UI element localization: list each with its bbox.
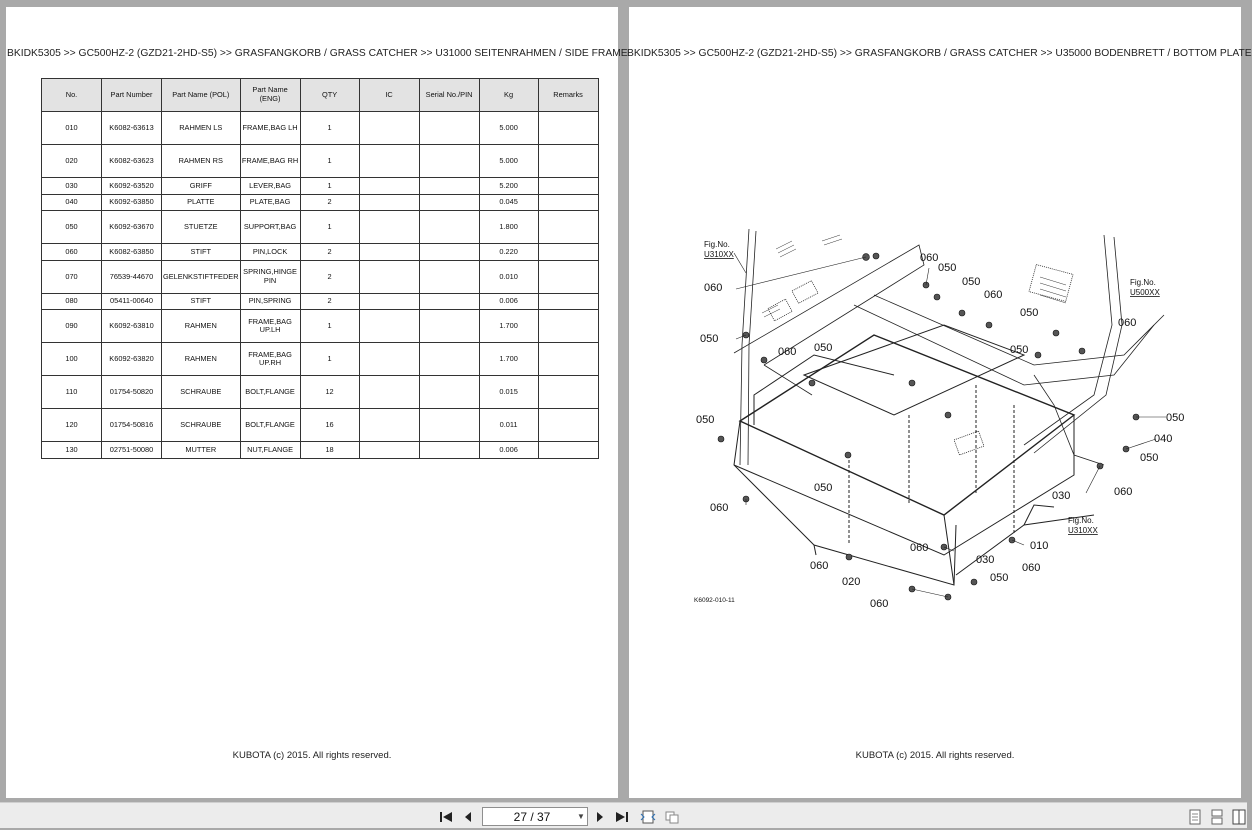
cell-qty: 1 [300, 211, 359, 244]
callout-060: 060 [810, 560, 829, 572]
callout-050: 050 [938, 262, 957, 274]
fit-width-button[interactable] [664, 809, 680, 825]
cell-remarks [538, 145, 598, 178]
table-row [42, 112, 599, 145]
cell-part-name-eng: PIN,SPRING [240, 293, 300, 310]
cell-kg: 1.700 [479, 310, 538, 343]
cell-no: 110 [42, 376, 102, 409]
cell-serial [419, 409, 479, 442]
callout-050: 050 [814, 482, 833, 494]
callout-020: 020 [842, 576, 861, 588]
table-row [42, 409, 599, 442]
cell-serial [419, 310, 479, 343]
single-page-view-button[interactable] [1188, 809, 1202, 825]
cell-no: 120 [42, 409, 102, 442]
cell-part-number: K6092-63520 [102, 178, 162, 195]
cell-remarks [538, 376, 598, 409]
cell-part-name-pol: PLATTE [162, 194, 241, 211]
table-row [42, 178, 599, 195]
cell-ic [359, 310, 419, 343]
cell-ic [359, 112, 419, 145]
first-page-icon [439, 811, 453, 823]
cell-kg: 5.000 [479, 112, 538, 145]
last-page-button[interactable] [614, 809, 630, 825]
cell-serial [419, 260, 479, 293]
vent-grille-drawing [762, 235, 1066, 317]
cell-remarks [538, 442, 598, 459]
cell-serial [419, 343, 479, 376]
callout-040: 040 [1154, 433, 1173, 445]
cell-kg: 0.010 [479, 260, 538, 293]
callout-030: 030 [1052, 490, 1071, 502]
cell-part-name-eng: LEVER,BAG [240, 178, 300, 195]
cell-no: 010 [42, 112, 102, 145]
header-kg: Kg [479, 79, 538, 112]
callout-060: 060 [870, 598, 889, 610]
cell-qty: 18 [300, 442, 359, 459]
cell-part-number: K6082-63850 [102, 244, 162, 261]
cell-qty: 1 [300, 145, 359, 178]
next-page-icon [595, 811, 605, 823]
cell-kg: 0.006 [479, 442, 538, 459]
cell-no: 060 [42, 244, 102, 261]
fit-width-icon [664, 809, 680, 825]
cell-part-name-pol: SCHRAUBE [162, 409, 241, 442]
cell-kg: 0.011 [479, 409, 538, 442]
cell-ic [359, 211, 419, 244]
cell-remarks [538, 211, 598, 244]
header-qty: QTY [300, 79, 359, 112]
callout-060: 060 [1118, 317, 1137, 329]
header-serial: Serial No./PIN [419, 79, 479, 112]
cell-part-number: 05411-00640 [102, 293, 162, 310]
cell-qty: 1 [300, 112, 359, 145]
cell-part-name-eng: NUT,FLANGE [240, 442, 300, 459]
copyright-footer: KUBOTA (c) 2015. All rights reserved. [855, 750, 1015, 761]
cell-part-name-pol: GRIFF [162, 178, 241, 195]
right-page [627, 7, 1252, 798]
cell-part-name-eng: BOLT,FLANGE [240, 409, 300, 442]
table-row [42, 145, 599, 178]
cell-part-name-pol: RAHMEN [162, 310, 241, 343]
cell-remarks [538, 112, 598, 145]
callout-060: 060 [984, 289, 1003, 301]
table-header-row [42, 79, 599, 112]
drawing-id: K6092-010-11 [694, 597, 735, 604]
cell-kg: 0.220 [479, 244, 538, 261]
cell-part-number: K6092-63820 [102, 343, 162, 376]
callout-labels [696, 252, 1184, 610]
cell-ic [359, 442, 419, 459]
cell-part-number: K6082-63623 [102, 145, 162, 178]
callout-050: 050 [700, 333, 719, 345]
header-remarks: Remarks [538, 79, 598, 112]
cell-remarks [538, 178, 598, 195]
cell-serial [419, 211, 479, 244]
cell-kg: 5.200 [479, 178, 538, 195]
exploded-parts-diagram [694, 225, 1185, 615]
cell-ic [359, 194, 419, 211]
cell-qty: 1 [300, 178, 359, 195]
cell-serial [419, 194, 479, 211]
cell-kg: 0.045 [479, 194, 538, 211]
cell-qty: 2 [300, 194, 359, 211]
previous-page-button[interactable] [460, 809, 476, 825]
facing-pages-icon [1232, 809, 1246, 825]
cell-remarks [538, 244, 598, 261]
breadcrumb: BKIDK5305 >> GC500HZ-2 (GZD21-2HD-S5) >> GRASFANGKORB / GRASS CATCHER >> U31000 SEITENRAHMEN / SIDE FRAME [7, 48, 628, 59]
callout-030: 030 [976, 554, 995, 566]
cell-qty: 2 [300, 260, 359, 293]
cell-remarks [538, 343, 598, 376]
cell-part-name-pol: RAHMEN [162, 343, 241, 376]
cell-remarks [538, 260, 598, 293]
cell-part-number: 01754-50816 [102, 409, 162, 442]
table-row [42, 442, 599, 459]
cell-serial [419, 112, 479, 145]
next-page-button[interactable] [592, 809, 608, 825]
callout-060: 060 [778, 346, 797, 358]
cell-part-number: K6092-63850 [102, 194, 162, 211]
cell-ic [359, 244, 419, 261]
left-page [6, 7, 628, 798]
cell-no: 030 [42, 178, 102, 195]
table-row [42, 260, 599, 293]
continuous-view-button[interactable] [1210, 809, 1224, 825]
cell-part-name-pol: STIFT [162, 293, 241, 310]
facing-pages-view-button[interactable] [1232, 809, 1246, 825]
cell-serial [419, 244, 479, 261]
cell-part-name-eng: SUPPORT,BAG [240, 211, 300, 244]
last-page-icon [615, 811, 629, 823]
cell-part-number: K6092-63670 [102, 211, 162, 244]
cell-part-name-pol: MUTTER [162, 442, 241, 459]
cell-qty: 16 [300, 409, 359, 442]
header-part-name-pol: Part Name (POL) [162, 79, 241, 112]
cell-no: 090 [42, 310, 102, 343]
cell-part-name-pol: RAHMEN RS [162, 145, 241, 178]
leader-lines [734, 253, 1166, 597]
cell-no: 070 [42, 260, 102, 293]
callout-060: 060 [710, 502, 729, 514]
table-row [42, 194, 599, 211]
callout-050: 050 [990, 572, 1009, 584]
cell-no: 100 [42, 343, 102, 376]
fig-ref-code: U500XX [1130, 288, 1160, 297]
page-selector[interactable] [482, 807, 588, 826]
cell-part-name-pol: GELENKSTIFTFEDER [162, 260, 241, 293]
callout-050: 050 [1140, 452, 1159, 464]
cell-remarks [538, 310, 598, 343]
fit-page-icon [640, 809, 656, 825]
cell-part-name-pol: RAHMEN LS [162, 112, 241, 145]
callout-060: 060 [1114, 486, 1133, 498]
fig-ref-label: Fig.No. [704, 240, 730, 249]
cell-part-name-eng: BOLT,FLANGE [240, 376, 300, 409]
cell-serial [419, 145, 479, 178]
fig-ref-code: U310XX [704, 250, 734, 259]
previous-page-icon [463, 811, 473, 823]
cell-part-number: K6092-63810 [102, 310, 162, 343]
callout-050: 050 [1010, 344, 1029, 356]
cell-part-number: K6082-63613 [102, 112, 162, 145]
cell-qty: 1 [300, 343, 359, 376]
callout-060: 060 [1022, 562, 1041, 574]
cell-kg: 1.800 [479, 211, 538, 244]
cell-part-name-eng: FRAME,BAG UP.RH [240, 343, 300, 376]
cell-qty: 1 [300, 310, 359, 343]
cell-remarks [538, 293, 598, 310]
cell-qty: 2 [300, 293, 359, 310]
cell-qty: 12 [300, 376, 359, 409]
cell-ic [359, 343, 419, 376]
cell-part-number: 76539-44670 [102, 260, 162, 293]
cell-no: 130 [42, 442, 102, 459]
breadcrumb: BKIDK5305 >> GC500HZ-2 (GZD21-2HD-S5) >> GRASFANGKORB / GRASS CATCHER >> U35000 BODENBRETT / BOTTOM PLATE [627, 48, 1252, 59]
table-row [42, 310, 599, 343]
table-row [42, 343, 599, 376]
parts-table [41, 78, 599, 459]
cell-remarks [538, 194, 598, 211]
fig-ref-code: U310XX [1068, 526, 1098, 535]
cell-part-name-eng: FRAME,BAG RH [240, 145, 300, 178]
cell-part-number: 01754-50820 [102, 376, 162, 409]
callout-050: 050 [962, 276, 981, 288]
header-part-number: Part Number [102, 79, 162, 112]
first-page-button[interactable] [438, 809, 454, 825]
table-row [42, 211, 599, 244]
cell-ic [359, 178, 419, 195]
continuous-page-icon [1210, 809, 1224, 825]
cell-ic [359, 293, 419, 310]
cell-part-name-eng: FRAME,BAG UP.LH [240, 310, 300, 343]
callout-050: 050 [696, 414, 715, 426]
callout-050: 050 [814, 342, 833, 354]
table-row [42, 293, 599, 310]
callout-050: 050 [1166, 412, 1185, 424]
cell-serial [419, 442, 479, 459]
cell-remarks [538, 409, 598, 442]
cell-serial [419, 376, 479, 409]
cell-part-name-eng: FRAME,BAG LH [240, 112, 300, 145]
copyright-footer: KUBOTA (c) 2015. All rights reserved. [232, 750, 392, 761]
page-indicator: 27 / 37 [513, 809, 551, 824]
cell-no: 080 [42, 293, 102, 310]
cell-part-name-eng: SPRING,HINGE PIN [240, 260, 300, 293]
cell-kg: 0.006 [479, 293, 538, 310]
cell-kg: 5.000 [479, 145, 538, 178]
fit-page-button[interactable] [640, 809, 656, 825]
cell-kg: 1.700 [479, 343, 538, 376]
cell-part-name-pol: STUETZE [162, 211, 241, 244]
cell-no: 020 [42, 145, 102, 178]
cell-serial [419, 178, 479, 195]
callout-060: 060 [704, 282, 723, 294]
callout-060: 060 [920, 252, 939, 264]
cell-ic [359, 145, 419, 178]
callout-060: 060 [910, 542, 929, 554]
cell-serial [419, 293, 479, 310]
single-page-icon [1188, 809, 1202, 825]
cell-part-name-pol: STIFT [162, 244, 241, 261]
cell-part-name-eng: PLATE,BAG [240, 194, 300, 211]
cell-part-name-pol: SCHRAUBE [162, 376, 241, 409]
callout-010: 010 [1030, 540, 1049, 552]
cell-kg: 0.015 [479, 376, 538, 409]
header-ic: IC [359, 79, 419, 112]
cell-part-name-eng: PIN,LOCK [240, 244, 300, 261]
header-part-name-eng: Part Name (ENG) [240, 79, 300, 112]
table-row [42, 244, 599, 261]
fig-ref-label: Fig.No. [1130, 278, 1156, 287]
header-no: No. [42, 79, 102, 112]
callout-050: 050 [1020, 307, 1039, 319]
cell-part-number: 02751-50080 [102, 442, 162, 459]
navigation-toolbar [0, 802, 1247, 828]
cell-ic [359, 409, 419, 442]
cell-ic [359, 376, 419, 409]
cell-no: 040 [42, 194, 102, 211]
cell-ic [359, 260, 419, 293]
fig-ref-label: Fig.No. [1068, 516, 1094, 525]
cell-qty: 2 [300, 244, 359, 261]
chevron-down-icon: ▼ [577, 812, 585, 821]
table-row [42, 376, 599, 409]
cell-no: 050 [42, 211, 102, 244]
